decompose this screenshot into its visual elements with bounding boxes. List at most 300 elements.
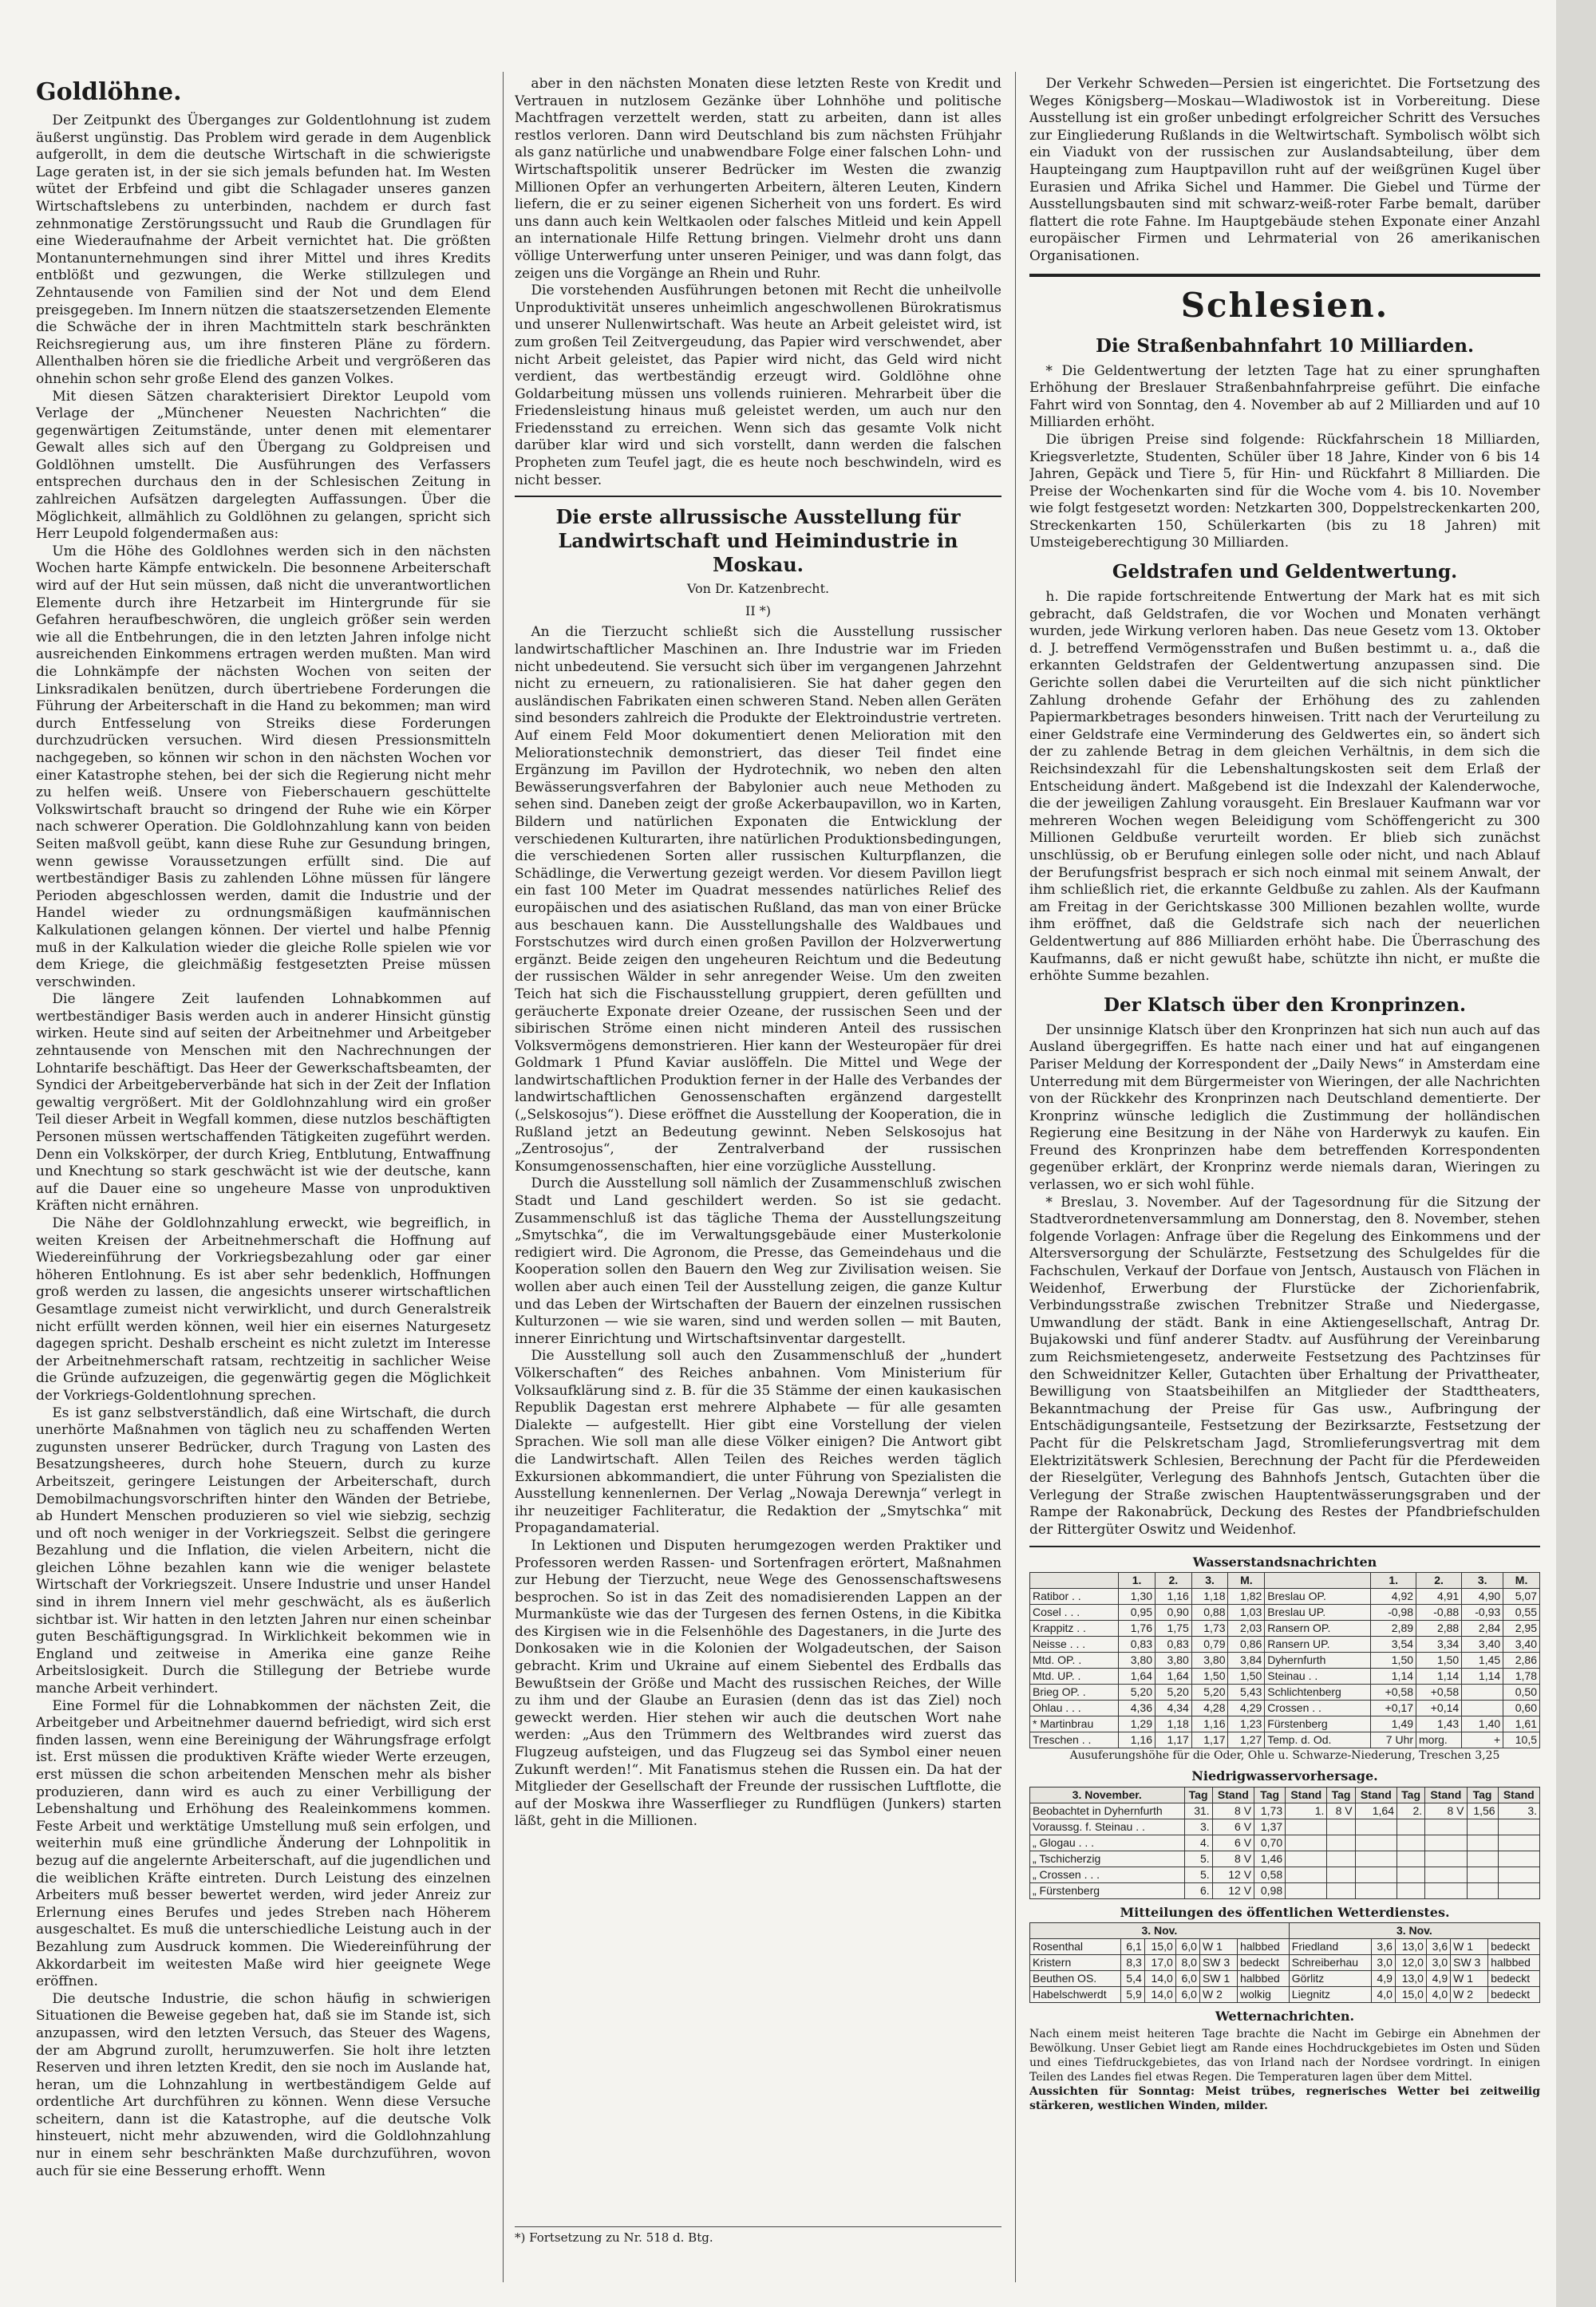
table-cell: 2,84 — [1462, 1621, 1503, 1637]
table-cell: 5,20 — [1119, 1685, 1156, 1701]
table-cell: -0,93 — [1462, 1605, 1503, 1621]
table-cell — [1467, 1851, 1498, 1867]
table-cell: 0,90 — [1155, 1605, 1191, 1621]
table-cell: 1,64 — [1355, 1803, 1396, 1819]
weather-service-title: Mitteilungen des öffentlichen Wetterdienstes. — [1120, 1904, 1450, 1920]
table-cell: + — [1462, 1732, 1503, 1748]
table-row — [1030, 1819, 1540, 1835]
table-header: Stand — [1355, 1787, 1396, 1803]
water-level-table — [1029, 1572, 1540, 1748]
table-cell: 0,79 — [1191, 1637, 1228, 1653]
article-title-strassenbahn: Die Straßenbahnfahrt 10 Milliarden. — [1096, 334, 1474, 357]
table-cell: Ransern UP. — [1265, 1637, 1371, 1653]
table-cell — [1327, 1851, 1355, 1867]
paragraph: Mit diesen Sätzen charakterisiert Direktor Leupold vom Verlage der „Münchener Neuesten Nachrichten“ die gegenwärtigen Zeitumstände, unter denen mit elementarer Gewalt alles sich auf den Übergang zu Goldpreisen und Goldlöhnen umstellt. Die Ausführungen des Verfassers entsprechen durchaus den in der Schlesischen Zeitung in zahlreichen Aufsätzen dargelegten Auffassungen. Über die Möglichkeit, allmählich zu Goldlöhnen zu gelangen, spricht sich Herr Leupold folgendermaßen aus: — [36, 388, 491, 543]
table-cell: +0,58 — [1416, 1685, 1462, 1701]
table-cell: 15,0 — [1144, 1939, 1175, 1955]
table-cell: 3. — [1184, 1819, 1212, 1835]
table-cell: Ransern OP. — [1265, 1621, 1371, 1637]
table-cell: Breslau UP. — [1265, 1605, 1371, 1621]
table-cell: 8,3 — [1120, 1955, 1144, 1971]
table-cell — [1286, 1851, 1327, 1867]
table-cell: 3,40 — [1503, 1637, 1540, 1653]
table-cell: -0,98 — [1371, 1605, 1416, 1621]
table-cell: 1,73 — [1191, 1621, 1228, 1637]
table-header: Stand — [1212, 1787, 1254, 1803]
table-cell: 1,56 — [1467, 1803, 1498, 1819]
table-cell: 1,23 — [1228, 1716, 1265, 1732]
table-cell: halbbed — [1237, 1971, 1289, 1987]
table-cell: 1,43 — [1416, 1716, 1462, 1732]
table-cell: Crossen . . — [1265, 1701, 1371, 1716]
table-header: 3. — [1191, 1573, 1228, 1589]
table-cell: 15,0 — [1395, 1987, 1426, 2003]
table-row — [1030, 1653, 1540, 1669]
table-cell: 0,70 — [1254, 1835, 1286, 1851]
table-cell: „ Tschicherzig — [1030, 1851, 1185, 1867]
table-cell: 4. — [1184, 1835, 1212, 1851]
table-cell: 5,07 — [1503, 1589, 1540, 1605]
paragraph: An die Tierzucht schließt sich die Ausstellung russischer landwirtschaftlicher Maschinen an. Ihre Industrie war im Frieden nicht unbedeutend. Sie versucht sich über im vergangenen Jahrzehnt nicht zu erneuern, zu rationalisieren. Sie hat daher gegen den ausländischen Fabrikaten einen schweren Stand. Neben allen Geräten sind besonders zahlreich die Produkte der Elektroindustrie vertreten. Auf einem Feld Moor dokumentiert denen Melioration mit den Meliorationstechnik demonstriert, das dieser Teil findet eine Ergänzung im Pavillon der Hydrotechnik, wo neben den alten Bewässerungsverfahren der Babylonier auch neue Methoden zu sehen sind. Daneben zeigt der große Ackerbaupavillon, wo in Karten, Bildern und natürlichen Exponaten die Entwicklung der verschiedenen Kulturarten, ihre natürlichen Produktionsbedingungen, die verschiedenen Sorten aller russischen Kulturpflanzen, die Schädlinge, die Verwertung gezeigt werden. Vor diesem Pavillon liegt ein fast 100 Meter im Quadrat messendes natürliches Relief des europäischen und des asiatischen Rußland, das man von einer Brücke aus beschauen kann. Die Ausstellungshalle des Waldbaues und Forstschutzes wird durch einen großen Pavillon der Holzverwertung ergänzt. Beide zeigen den ungeheuren Reichtum und die Bedeutung der russischen Wälder in sehr anregender Weise. Um den zweiten Teich hat sich die Fischausstellung gruppiert, deren gefüllten und geräucherte Exponate dreier Ozeane, der russischen Seen und der sibirischen Ströme einen nicht minderen Anteil des russischen Volksvermögens demonstrieren. Hier kann der Westeuropäer für drei Goldmark 1 Pfund Kaviar auslöffeln. Die Mittel und Wege der landwirtschaftlichen Produktion ferner in der Halle des Verbandes der landwirtschaftlichen Genossenschaften ergänzend dargestellt („Selskosojus“). Diese eröffnet die Ausstellung der Kooperation, die in Rußland jetzt an Bedeutung gewinnt. Neben Selskosojus hat „Zentrosojus“, der Zentralverband der russischen Konsumgenossenschaften, hier eine vorzügliche Ausstellung. — [515, 624, 1001, 1175]
table-cell: Fürstenberg — [1265, 1716, 1371, 1732]
divider — [515, 496, 1001, 497]
table-cell: 2,89 — [1371, 1621, 1416, 1637]
article-title-kronprinz: Der Klatsch über den Kronprinzen. — [1104, 994, 1466, 1016]
table-cell: Friedland — [1289, 1939, 1371, 1955]
section-title-schlesien: Schlesien. — [1180, 285, 1389, 325]
paragraph: Eine Formel für die Lohnabkommen der nächsten Zeit, die Arbeitgeber und Arbeitnehmer dauernd befriedigt, wird sich erst finden lassen, wenn eine Bereinigung der Währungsfrage erfolgt ist. Erst müssen die produktiven Kräfte wieder Werte erzeugen, erst müssen die schon arbeitenden Menschen mehr als bisher produzieren, dann wird es auch zu einer Verbilligung der Lebenshaltung und Erhöhung des Realeinkommens kommen. Feste Arbeit und werktätige Umstellung muß sein erfolgen, und weiterhin muß eine gründliche Änderung der Lohnpolitik in bezug auf die angelernte Arbeiterschaft, auf die jugendlichen und die weiblichen Kräfte eintreten. Durch Leistung des einzelnen Arbeiters muß besser bewertet werden, wird jeder Anreiz zur Erlernung eines Berufes und jedes Streben nach Höherem ausgeschaltet. Es muß die unterschiedliche Leistung auch in der Bezahlung zum Ausdruck kommen. Die Wiedereinführung der Akkordarbeit im weitesten Maße wird hier geeignete Wege eröffnen. — [36, 1697, 491, 1990]
table-cell — [1327, 1819, 1355, 1835]
table-cell — [1462, 1701, 1503, 1716]
table-row — [1030, 1589, 1540, 1605]
table-cell: 1,16 — [1155, 1589, 1191, 1605]
table-cell: 1,29 — [1119, 1716, 1156, 1732]
table-cell — [1286, 1882, 1327, 1898]
table-cell: 4,36 — [1119, 1701, 1156, 1716]
table-cell: W 1 — [1199, 1939, 1237, 1955]
table-cell: bedeckt — [1488, 1971, 1540, 1987]
table-header: 3. November. — [1030, 1787, 1185, 1803]
table-row — [1030, 1605, 1540, 1621]
table-cell: 6 V — [1212, 1835, 1254, 1851]
table-cell: 1,49 — [1371, 1716, 1416, 1732]
table-cell: Schreiberhau — [1289, 1955, 1371, 1971]
forecast-table — [1029, 1787, 1540, 1899]
table-cell: +0,17 — [1371, 1701, 1416, 1716]
table-cell: 13,0 — [1395, 1971, 1426, 1987]
table-cell: 1,76 — [1119, 1621, 1156, 1637]
table-cell: 1. — [1286, 1803, 1327, 1819]
table-cell: SW 3 — [1451, 1955, 1488, 1971]
column-rule — [503, 72, 504, 2282]
table-cell: Mtd. OP. . — [1030, 1653, 1119, 1669]
table-header — [1030, 1573, 1119, 1589]
table-cell: 0,95 — [1119, 1605, 1156, 1621]
table-cell: 1,73 — [1254, 1803, 1286, 1819]
table-cell: 6,0 — [1175, 1987, 1199, 2003]
table-cell: 2,95 — [1503, 1621, 1540, 1637]
table-cell: 6 V — [1212, 1819, 1254, 1835]
table-cell: 1,16 — [1119, 1732, 1156, 1748]
table-cell: 8,0 — [1175, 1955, 1199, 1971]
paragraph: In Lektionen und Disputen herumgezogen werden Praktiker und Professoren werden Rassen- und Sortenfragen erörtert, Maßnahmen zur Hebung der Tierzucht, neue Wege des Genossenschaftswesens besprochen. So ist in das Zeit des nomadisierenden Lappen an der Murmanküste wie das der Turgesen des fernen Ostens, in die Kibitka des Kirgisen wie in die Felsenhöhle des Dagestaners, in die Jurte des Donkosaken wie in die Kolonien der Wolgadeutschen, der Saison gebracht. Krim und Ukraine auf einem Siebentel des Erdballs das Bewußtsein der Größe und Macht des russischen Reiches, der Wille zu ihm und der Glaube an Eurasien (denn das ist das Ziel) noch geweckt werden. Hier stehen wir auch die deutschen Wort nahe werden: „Aus den Trümmern des Weltbrandes wird zuerst das Flugzeug aufsteigen, und das Flugzeug sei das Symbol einer neuen Zukunft werden!“. Mit Fanatismus stehen die Russen ein. Da hat der Mitglieder der Gesellschaft der Freunde der russischen Luftflotte, die auf der Moskwa ihre Wasserflieger zu Rundflügen (Junkers) starten läßt, geht in die Millionen. — [515, 1537, 1001, 1830]
table-cell — [1425, 1851, 1467, 1867]
table-cell: bedeckt — [1237, 1955, 1289, 1971]
table-row — [1030, 1701, 1540, 1716]
table-cell: Brieg OP. . — [1030, 1685, 1119, 1701]
table-cell: 4,0 — [1371, 1987, 1395, 2003]
table-cell: 12 V — [1212, 1882, 1254, 1898]
table-cell: bedeckt — [1488, 1939, 1540, 1955]
table-header: M. — [1503, 1573, 1540, 1589]
table-cell: 5,20 — [1155, 1685, 1191, 1701]
table-cell: halbbed — [1237, 1939, 1289, 1955]
table-cell: 17,0 — [1144, 1955, 1175, 1971]
table-cell: +0,14 — [1416, 1701, 1462, 1716]
table-cell: Ohlau . . . — [1030, 1701, 1119, 1716]
table-cell: 3,40 — [1462, 1637, 1503, 1653]
table-cell: Temp. d. Od. — [1265, 1732, 1371, 1748]
table-cell — [1425, 1882, 1467, 1898]
table-cell: 1,75 — [1155, 1621, 1191, 1637]
paragraph: Der Zeitpunkt des Überganges zur Goldentlohnung ist zudem äußerst ungünstig. Das Problem wird gerade in dem Augenblick aufgerollt, in dem die deutsche Wirtschaft in die schwierigste Lage geraten ist, in der sie sich jemals befunden hat. Im Westen wütet der Erbfeind und gibt die Schlagader unseres ganzen Wirtschaftslebens zu unterbinden, nachdem er durch fast zehnmonatige Zerstörungssucht und Raub die Grundlagen für eine Wiederaufnahme der Arbeit vernichtet hat. Die größten Montanunternehmungen sind ihrer Mittel und ihres Kredits entblößt und gezwungen, die Werke stillzulegen und Zehntausende von Familien sind der Not und dem Elend preisgegeben. Im Innern nützen die staatszersetzenden Elemente die Schwäche der in ihren Machtmitteln stark beschränkten Reichsregierung aus, um ihre finsteren Pläne zu fördern. Allenthalben hören sie die friedliche Arbeit und vergrößeren das ohnehin schon sehr große Elend des ganzen Volkes. — [36, 113, 491, 387]
paragraph: aber in den nächsten Monaten diese letzten Reste von Kredit und Vertrauen in nutzlosem Gezänke über Lohnhöhe und politische Machtfragen verzettelt werden, statt zu arbeiten, dann ist alles restlos verloren. Dann wird Deutschland bis zum nächsten Frühjahr als ganz natürliche und unabwendbare Folge einer falschen Lohn- und Wirtschaftspolitik unserer Bedrücker im Westen die zwanzig Millionen Opfer an verhungerten Arbeitern, älteren Leuten, Kindern liefern, die er zu seiner eigenen Sicherheit von uns fordert. Es wird uns dann auch kein Weltkaolen oder falsches Mitleid und kein Appell an internationale Hilfe Rettung bringen. Vielmehr droht uns dann völlige Unterwerfung unter unseren Peiniger, und was dann folgt, das zeigen uns die Vorgänge an Rhein und Ruhr. — [515, 76, 1001, 282]
table-cell — [1396, 1851, 1424, 1867]
table-row — [1030, 1835, 1540, 1851]
table-row — [1030, 1939, 1540, 1955]
table-cell: Krappitz . . — [1030, 1621, 1119, 1637]
table-header: 3. — [1462, 1573, 1503, 1589]
article-title-ausstellung: Die erste allrussische Ausstellung für Landwirtschaft und Heimindustrie in Moskau. — [555, 505, 961, 577]
table-cell: 0,98 — [1254, 1882, 1286, 1898]
right-edge-strip — [1556, 0, 1596, 2307]
weather-date-right: 3. Nov. — [1289, 1923, 1539, 1939]
table-cell — [1355, 1867, 1396, 1882]
byline: Von Dr. Katzenbrecht. — [686, 581, 830, 597]
table-cell: W 1 — [1451, 1939, 1488, 1955]
table-row — [1030, 1882, 1540, 1898]
table-cell — [1355, 1819, 1396, 1835]
table-cell: 5. — [1184, 1851, 1212, 1867]
table-cell: 4,90 — [1462, 1589, 1503, 1605]
table-cell: Rosenthal — [1030, 1939, 1121, 1955]
table-cell: 1,37 — [1254, 1819, 1286, 1835]
weather-table — [1029, 1922, 1540, 2003]
table-cell — [1355, 1835, 1396, 1851]
table-cell: halbbed — [1488, 1955, 1540, 1971]
table-cell: 8 V — [1327, 1803, 1355, 1819]
table-cell: Görlitz — [1289, 1971, 1371, 1987]
table-row — [1030, 1955, 1540, 1971]
table-cell: 4,0 — [1426, 1987, 1450, 2003]
column-rule — [1015, 72, 1016, 2282]
table-cell: 1,27 — [1228, 1732, 1265, 1748]
water-level-footer: Ausuferungshöhe für die Oder, Ohle u. Schwarze-Niederung, Treschen 3,25 — [1069, 1749, 1500, 1763]
table-cell — [1286, 1819, 1327, 1835]
table-row — [1030, 1716, 1540, 1732]
table-cell: SW 1 — [1199, 1971, 1237, 1987]
table-cell: 14,0 — [1144, 1971, 1175, 1987]
table-header — [1265, 1573, 1371, 1589]
table-cell: 5,4 — [1120, 1971, 1144, 1987]
table-row — [1030, 1803, 1540, 1819]
table-cell — [1467, 1819, 1498, 1835]
table-cell — [1462, 1685, 1503, 1701]
table-cell: Habelschwerdt — [1030, 1987, 1121, 2003]
table-cell: Beuthen OS. — [1030, 1971, 1121, 1987]
table-cell: 12,0 — [1395, 1955, 1426, 1971]
table-cell: Beobachtet in Dyhernfurth — [1030, 1803, 1185, 1819]
table-cell: 3,0 — [1426, 1955, 1450, 1971]
table-header: Stand — [1286, 1787, 1327, 1803]
paragraph: Die übrigen Preise sind folgende: Rückfahrschein 18 Milliarden, Kriegsverletzte, Studenten, Schüler über 18 Jahre, Kinder von 6 bis 14 Jahren, Gepäck und Tiere 5, für Hin- und Rückfahrt 8 Milliarden. Die Preise der Wochenkarten sind für die Woche vom 4. bis 10. November wie folgt festgesetzt worden: Netzkarten 300, Doppelstreckenkarten 200, Streckenkarten 150, Schülerkarten (bis zu 18 Jahren) mit Umsteigeberechtigung 30 Milliarden. — [1029, 431, 1540, 551]
table-cell: 0,58 — [1254, 1867, 1286, 1882]
table-cell: Dyhernfurth — [1265, 1653, 1371, 1669]
table-cell: W 1 — [1451, 1971, 1488, 1987]
table-cell: 1,30 — [1119, 1589, 1156, 1605]
table-cell — [1396, 1867, 1424, 1882]
table-cell: 0,83 — [1119, 1637, 1156, 1653]
article-title-geldstrafen: Geldstrafen und Geldentwertung. — [1112, 561, 1458, 583]
table-cell: 3,80 — [1155, 1653, 1191, 1669]
table-header: 2. — [1416, 1573, 1462, 1589]
table-header: 1. — [1119, 1573, 1156, 1589]
table-cell: bedeckt — [1488, 1987, 1540, 2003]
table-row — [1030, 1867, 1540, 1882]
table-header: Tag — [1254, 1787, 1286, 1803]
table-cell — [1327, 1835, 1355, 1851]
table-cell: 4,34 — [1155, 1701, 1191, 1716]
table-cell: 4,9 — [1426, 1971, 1450, 1987]
table-cell: 7 Uhr — [1371, 1732, 1416, 1748]
table-cell: 3,54 — [1371, 1637, 1416, 1653]
table-cell: 1,14 — [1462, 1669, 1503, 1685]
table-cell: „ Fürstenberg — [1030, 1882, 1185, 1898]
headline-goldloehne: Goldlöhne. — [36, 78, 182, 106]
table-cell: W 2 — [1451, 1987, 1488, 2003]
table-cell — [1286, 1867, 1327, 1882]
table-cell: 1,50 — [1416, 1653, 1462, 1669]
weather-news-text: Nach einem meist heiteren Tage brachte die Nacht im Gebirge ein Abnehmen der Bewölkung. Unser Gebiet liegt am Rande eines Hochdruckgebietes im Osten und Süden und eines Tiefdruckgebietes, das von Irland nach der Nordsee vordringt. In einigen Teilen des Landes fiel etwas Regen. Die Temperaturen lagen über dem Mittel. — [1029, 2027, 1540, 2084]
table-cell: 3,6 — [1371, 1939, 1395, 1955]
table-cell: 1,64 — [1155, 1669, 1191, 1685]
table-cell: 1,64 — [1119, 1669, 1156, 1685]
column-goldloehne — [36, 76, 491, 2278]
table-cell: 1,17 — [1191, 1732, 1228, 1748]
table-cell: 1,50 — [1191, 1669, 1228, 1685]
table-header: M. — [1228, 1573, 1265, 1589]
table-cell: 1,17 — [1155, 1732, 1191, 1748]
paragraph: Die vorstehenden Ausführungen betonen mit Recht die unheilvolle Unproduktivität unseres unheimlich angeschwollenen Bürokratismus und unserer Nullenwirtschaft. Was heute an Arbeit geleistet wird, ist zum großen Teil Zeitvergeudung, das Papier wird verschwendet, aber nicht Arbeit geleistet, das Papier wird nicht, das Geld wird nicht verdient, das wertbeständig erzeugt wird. Goldlöhne ohne Goldarbeitung müssen uns vollends ruinieren. Mehrarbeit über die Friedensleistung hinaus muß geleistet werden, um auch nur den Friedensstand zu erreichen. Wenn sich das gesamte Volk nicht darüber klar wird und sich vorstellt, dann werden die falschen Propheten zum Teufel jagt, die es heute noch beschwindeln, wird es nicht besser. — [515, 282, 1001, 488]
table-cell: Schlichtenberg — [1265, 1685, 1371, 1701]
weather-news-title: Wetternachrichten. — [1215, 2009, 1355, 2025]
paragraph: Es ist ganz selbstverständlich, daß eine Wirtschaft, die durch unerhörte Maßnahmen von täglich neu zu schaffenden Werten zugunsten unserer Bedrücker, durch Tragung von Lasten des Besatzungsheeres, durch hohe Steuern, durch zu kurze Arbeitszeit, geringere Leistungen der Arbeiterschaft, durch Demobilmachungsvorschriften hinter den Wänden der Betriebe, ab Hundert Menschen produzieren so viel wie siebzig, sechzig und oft noch weniger in der Vorkriegszeit. Selbst die geringere Bezahlung und die Inflation, die vielen Arbeitern, nicht die gleichen Löhne bezahlen kann wie die weniger belastete Wirtschaft der Vorkriegszeit. Unsere Industrie und unser Handel sind in ihrem Innern viel mehr geschwächt, als es äußerlich sichtbar ist. Wir hatten in den letzten Jahren nur einen scheinbar guten Beschäftigungsgrad. In Wirklichkeit bekommen wie in England und zeitweise in Amerika eine ganze Reihe Arbeitslosigkeit. Durch die Stillegung der Betriebe wurde manche Arbeit verhindert. — [36, 1404, 491, 1697]
table-header: Tag — [1184, 1787, 1212, 1803]
table-cell: Cosel . . . — [1030, 1605, 1119, 1621]
table-cell: Voraussg. f. Steinau . . — [1030, 1819, 1185, 1835]
table-row — [1030, 1685, 1540, 1701]
table-cell: Liegnitz — [1289, 1987, 1371, 2003]
table-cell — [1498, 1882, 1539, 1898]
table-cell: 13,0 — [1395, 1939, 1426, 1955]
footnote: *) Fortsetzung zu Nr. 518 d. Btg. — [515, 2226, 1001, 2245]
table-row — [1030, 1987, 1540, 2003]
divider — [1029, 274, 1540, 277]
table-cell: 3,0 — [1371, 1955, 1395, 1971]
table-cell: 4,9 — [1371, 1971, 1395, 1987]
column-ausstellung — [515, 76, 1001, 2214]
table-cell: 8 V — [1425, 1803, 1467, 1819]
table-cell — [1467, 1882, 1498, 1898]
table-row — [1030, 1637, 1540, 1653]
table-header: 2. — [1155, 1573, 1191, 1589]
table-cell: 3,80 — [1191, 1653, 1228, 1669]
table-cell: 3. — [1498, 1803, 1539, 1819]
table-cell: morg. — [1416, 1732, 1462, 1748]
column-schlesien — [1029, 76, 1540, 2278]
table-cell: 4,91 — [1416, 1589, 1462, 1605]
table-cell — [1355, 1851, 1396, 1867]
paragraph: Durch die Ausstellung soll nämlich der Zusammenschluß zwischen Stadt und Land geschildert werden. So ist sie gedacht. Zusammenschluß ist das tägliche Thema der Ausstellungszeitung „Smytschka“, die im Verwaltungsgebäude einer Musterkolonie redigiert wird. Die Agronom, die Presse, das Gemeindehaus und die Kooperation sollen den Bauern den Weg zur Zivilisation weisen. Sie wollen aber auch einen Teil der Ausstellung zeigen, die ganze Kultur und das Leben der Wirtschaften der Bauern der einzelnen russischen Kulturzonen — wie sie waren, sind und werden sollen — mit Bauten, innerer Einrichtung und Wirtschaftsinventar dargestellt. — [515, 1175, 1001, 1347]
table-cell: 1,14 — [1371, 1669, 1416, 1685]
table-cell: W 2 — [1199, 1987, 1237, 2003]
table-cell: Kristern — [1030, 1955, 1121, 1971]
table-cell: 1,46 — [1254, 1851, 1286, 1867]
table-cell — [1425, 1867, 1467, 1882]
table-cell: 1,16 — [1191, 1716, 1228, 1732]
table-cell: 1,18 — [1155, 1716, 1191, 1732]
table-cell: „ Glogau . . . — [1030, 1835, 1185, 1851]
table-cell — [1425, 1835, 1467, 1851]
table-cell: 3,80 — [1119, 1653, 1156, 1669]
table-cell — [1498, 1851, 1539, 1867]
table-cell: +0,58 — [1371, 1685, 1416, 1701]
table-cell: 3,84 — [1228, 1653, 1265, 1669]
paragraph: Um die Höhe des Goldlohnes werden sich in den nächsten Wochen harte Kämpfe entwickeln. Die besonnene Arbeiterschaft wird auf der Hut sein müssen, daß nicht die unverantwortlichen Elemente durch ihre Hetzarbeit im Hintergrunde für sie Gefahren heraufbeschwören, die ungleich größer sein werden wie all die Entbehrungen, die in den letzten Jahren infolge nicht ausreichenden Einkommens ertragen werden mußten. Man wird die Lohnkämpfe der nächsten Wochen von seiten der Linksradikalen benützen, durch übertriebene Forderungen die Führung der Arbeiterschaft in die Hand zu bekommen; man wird durch Entfesselung von Streiks diese Forderungen durchzudrücken versuchen. Wird diesen Pressionsmitteln nachgegeben, so können wir schon in den nächsten Wochen vor einer Katastrophe stehen, bei der sich die Regierung nicht mehr zu helfen weiß. Unsere von Fieberschauern geschüttelte Volkswirtschaft braucht so dringend der Ruhe wie ein Körper nach schwerer Operation. Die Goldlohnzahlung kann von beiden Seiten maßvoll geübt, kann diese Ruhe zur Gesundung bringen, wenn gewisse Voraussetzungen erfüllt sind. Die auf wertbeständiger Basis zu zahlenden Löhne müssen für längere Perioden abgeschlossen werden, damit die Industrie und der Handel wieder zu ordnungsmäßigen kaufmännischen Kalkulationen gelangen können. Der viertel und halbe Pfennig muß in der Kalkulation wieder die gleiche Rolle spielen wie vor dem Kriege, die gleichmäßig festgesetzten Preise müssen verschwinden. — [36, 543, 491, 990]
table-cell: 4,28 — [1191, 1701, 1228, 1716]
table-row — [1030, 1732, 1540, 1748]
paragraph: * Breslau, 3. November. Auf der Tagesordnung für die Sitzung der Stadtverordnetenversammlung am Donnerstag, den 8. November, stehen folgende Vorlagen: Anfrage über die Regelung des Einkommens und der Altersversorgung der Schulärzte, Festsetzung des Schulgeldes für die Fachschulen, Verkauf der Dorfaue von Jentsch, Austausch von Flächen in Weidenhof, Erwerbung der Flurstücke der Zichorienfabrik, Verbindungsstraße zwischen Trebnitzer Straße und Niedergasse, Umwandlung der städt. Bank in eine Aktiengesellschaft, Antrag Dr. Bujakowski und fünf anderer Stadtv. auf Ausführung der Vereinbarung zum Reichsmietengesetz, anderweite Festsetzung des Pachtzinses für den Schweidnitzer Keller, Gutachten über Erhaltung der Privattheater, Bewilligung von Staatsbeihilfen an Mitglieder der Stadttheaters, Bekanntmachung der Preise für Gas usw., Aufbringung der Entschädigungsanteile, Festsetzung der Bezirksarzte, Festsetzung der Pacht für die Pelskretscham Jagd, Stromlieferungsvertrag mit dem Elektrizitätswerk Schlesien, Berechnung der Pacht für die Pferdeweiden der Rieselgüter, Verlegung des Bahnhofs Jentsch, Gutachten über die Verlegung der Straße zwischen Hauptentwässerungsgraben und der Rampe der Rakonabrück, Deckung des Restes der Pfandbriefschulden der Rittergüter Oswitz und Weidenhof. — [1029, 1194, 1540, 1538]
table-cell: 1,61 — [1503, 1716, 1540, 1732]
table-cell: 14,0 — [1144, 1987, 1175, 2003]
table-cell: 1,03 — [1228, 1605, 1265, 1621]
table-cell: 31. — [1184, 1803, 1212, 1819]
table-cell — [1467, 1867, 1498, 1882]
table-cell: 2. — [1396, 1803, 1424, 1819]
table-cell: 1,82 — [1228, 1589, 1265, 1605]
table-header: Tag — [1327, 1787, 1355, 1803]
table-header: 1. — [1371, 1573, 1416, 1589]
table-cell: 2,03 — [1228, 1621, 1265, 1637]
table-cell: Treschen . . — [1030, 1732, 1119, 1748]
table-cell: 1,50 — [1371, 1653, 1416, 1669]
table-row — [1030, 1621, 1540, 1637]
table-cell: 1,14 — [1416, 1669, 1462, 1685]
table-header: Stand — [1498, 1787, 1539, 1803]
table-cell — [1396, 1819, 1424, 1835]
table-cell: 5,20 — [1191, 1685, 1228, 1701]
table-cell: 0,88 — [1191, 1605, 1228, 1621]
table-cell: -0,88 — [1416, 1605, 1462, 1621]
table-cell: Breslau OP. — [1265, 1589, 1371, 1605]
table-cell: 0,86 — [1228, 1637, 1265, 1653]
weather-outlook: Aussichten für Sonntag: Meist trübes, regnerisches Wetter bei zeitweilig stärkeren, westlichen Winden, milder. — [1029, 2084, 1540, 2112]
paragraph: Die Nähe der Goldlohnzahlung erweckt, wie begreiflich, in weiten Kreisen der Arbeitnehmerschaft die Hoffnung auf Wiedereinführung der Vorkriegsbezahlung oder gar einer höheren Entlohnung. Es ist aber sehr bedenklich, Hoffnungen groß werden zu lassen, die angesichts unserer wirtschaftlichen Gesamtlage zumeist nicht verwirklicht, und durch Generalstreik nicht erfüllt werden können, weil hier ein eisernes Naturgesetz dagegen spricht. Deshalb erscheint es nicht zuletzt im Interesse der Arbeitnehmerschaft ratsam, rechtzeitig in sachlicher Weise die Gründe aufzuzeigen, die gegenwärtig gegen die Möglichkeit der Vorkriegs-Goldentlohnung sprechen. — [36, 1215, 491, 1404]
table-cell: wolkig — [1237, 1987, 1289, 2003]
table-cell: 0,83 — [1155, 1637, 1191, 1653]
part-number: II *) — [745, 602, 771, 618]
table-cell: 0,60 — [1503, 1701, 1540, 1716]
table-cell: 8 V — [1212, 1803, 1254, 1819]
paragraph: Der unsinnige Klatsch über den Kronprinzen hat sich nun auch auf das Ausland übergegriffen. Es hatte nach einer und hat auf eingangenen Pariser Meldung der Korrespondent der „Daily News“ in Amsterdam eine Unterredung mit dem Bürgermeister von Wieringen, der alle Nachrichten von der Rückkehr des Kronprinzen nach Deutschland dementierte. Der Kronprinz wünsche lediglich die Zustimmung der holländischen Regierung eine Besitzung in der Nähe von Harderwyk zu kaufen. Ein Freund des Kronprinzen habe dem betreffenden Korrespondenten gegenüber erklärt, der Kronprinz werde niemals daran, Wieringen zu verlassen, wo er sich wohl fühle. — [1029, 1021, 1540, 1194]
paragraph: * Die Geldentwertung der letzten Tage hat zu einer sprunghaften Erhöhung der Breslauer Straßenbahnfahrpreise geführt. Die einfache Fahrt wird von Sonntag, den 4. November ab auf 2 Milliarden und auf 10 Milliarden erhöht. — [1029, 362, 1540, 431]
table-cell: 6. — [1184, 1882, 1212, 1898]
table-cell — [1498, 1835, 1539, 1851]
weather-date-left: 3. Nov. — [1030, 1923, 1290, 1939]
table-cell: 8 V — [1212, 1851, 1254, 1867]
table-cell: 10,5 — [1503, 1732, 1540, 1748]
table-cell: 1,45 — [1462, 1653, 1503, 1669]
table-cell — [1498, 1867, 1539, 1882]
table-cell: 5,43 — [1228, 1685, 1265, 1701]
table-cell: 4,92 — [1371, 1589, 1416, 1605]
table-cell: 2,86 — [1503, 1653, 1540, 1669]
table-cell — [1425, 1819, 1467, 1835]
table-cell: 1,78 — [1503, 1669, 1540, 1685]
divider — [1029, 1546, 1540, 1547]
table-cell: * Martinbrau — [1030, 1716, 1119, 1732]
table-cell: 0,55 — [1503, 1605, 1540, 1621]
table-cell: 3,34 — [1416, 1637, 1462, 1653]
table-cell: Neisse . . . — [1030, 1637, 1119, 1653]
paragraph: Die deutsche Industrie, die schon häufig in schwierigen Situationen die Beweise gegeben hat, daß sie im Stande ist, sich anzupassen, wird den letzten Versuch, das Steuer des Wagens, der am Abgrund zurollt, herumzuwerfen. Sie holt ihre letzten Reserven und ihren letzten Kredit, den sie noch im Auslande hat, heran, um die Lohnzahlung in wertbeständigem Gelde auf ordentliche Art durchführen zu können. Wenn diese Versuche scheitern, dann ist die Katastrophe, auf die deutsche Volk hinsteuert, nicht mehr abzuwenden, wird die Goldlohnzahlung nur in einem sehr beschränkten Maße durchzuführen, wovon auch für sie eine Besserung erhofft. Wenn — [36, 1990, 491, 2179]
table-cell — [1467, 1835, 1498, 1851]
table-row — [1030, 1851, 1540, 1867]
table-cell: 1,18 — [1191, 1589, 1228, 1605]
paragraph: h. Die rapide fortschreitende Entwertung der Mark hat es mit sich gebracht, daß Geldstrafen, die vor Wochen und Monaten verhängt wurden, jede Wirkung verloren haben. Das neue Gesetz vom 13. Oktober d. J. betreffend Vermögensstrafen und Bußen bestimmt u. a., daß die erkannten Geldstrafen der Geldentwertung anzupassen sind. Die Gerichte sollen dabei die Verurteilten auf die sich nicht pünktlicher Zahlung drohende Gefahr der Erhöhung des zu zahlenden Papiermarkbetrages besonders hinweisen. Tritt nach der Verurteilung zu einer Geldstrafe eine Verminderung des Geldwertes ein, so ändert sich der zu zahlende Betrag in dem gleichen Verhältnis, in dem sich die Reichsindexzahl für die Lebenshaltungskosten seit dem Erlaß der Entscheidung ändert. Maßgebend ist die Indexzahl der Kalenderwoche, die der jeweiligen Zahlung vorausgeht. Ein Breslauer Kaufmann war vor mehreren Wochen wegen Beleidigung vom Schöffengericht zu 300 Millionen Geldbuße verurteilt worden. Er blieb sich zunächst unschlüssig, ob er Berufung einlegen solle oder nicht, und nach Ablauf der Berufungsfrist besprach er sich noch einmal mit seinem Anwalt, der ihm schließlich riet, die erkannte Geldbuße zu zahlen. Als der Kaufmann am Freitag in der Gerichtskasse 300 Millionen bezahlen wollte, wurde ihm eröffnet, daß die Geldstrafe sich nach der neuerlichen Geldentwertung auf 886 Milliarden erhöht habe. Die Überraschung des Kaufmanns, daß er nicht gewußt habe, schützte ihn nicht, er mußte die erhöhte Summe bezahlen. — [1029, 589, 1540, 985]
table-cell — [1327, 1867, 1355, 1882]
table-cell: 4,29 — [1228, 1701, 1265, 1716]
table-header: Stand — [1425, 1787, 1467, 1803]
table-header: Tag — [1467, 1787, 1498, 1803]
table-row — [1030, 1669, 1540, 1685]
table-cell: Steinau . . — [1265, 1669, 1371, 1685]
table-cell: 6,1 — [1120, 1939, 1144, 1955]
table-cell: SW 3 — [1199, 1955, 1237, 1971]
table-cell — [1355, 1882, 1396, 1898]
table-cell: 0,50 — [1503, 1685, 1540, 1701]
table-cell: 5,9 — [1120, 1987, 1144, 2003]
table-cell — [1286, 1835, 1327, 1851]
table-cell: 5. — [1184, 1867, 1212, 1882]
paragraph: Der Verkehr Schweden—Persien ist eingerichtet. Die Fortsetzung des Weges Königsberg—Moskau—Wladiwostok ist in Vorbereitung. Diese Ausstellung ist ein großer unbedingt erfolgreicher Schritt des Versuches zur Eingliederung Rußlands in die Weltwirtschaft. Symbolisch wölbt sich ein Viadukt von der russischen zur Auslandsabteilung, über dem Haupteingang zum Hauptpavillon ruht auf der weißgrünen Kugel über Eurasien und Afrika Sichel und Hammer. Die Giebel und Türme der Ausstellungsbauten sind mit schwarz-weiß-roter Farbe bemalt, darüber flattert die rote Fahne. Im Hauptgebäude stehen Exponate einer Anzahl europäischer Firmen und Lehrmaterial von 26 amerikanischen Organisationen. — [1029, 76, 1540, 264]
table-cell: 6,0 — [1175, 1971, 1199, 1987]
water-level-title: Wasserstandsnachrichten — [1192, 1554, 1377, 1570]
table-cell — [1396, 1882, 1424, 1898]
forecast-title: Niedrigwasservorhersage. — [1191, 1768, 1378, 1784]
table-header: Tag — [1396, 1787, 1424, 1803]
table-cell — [1327, 1882, 1355, 1898]
paragraph: Die Ausstellung soll auch den Zusammenschluß der „hundert Völkerschaften“ des Reiches anbahnen. Vom Ministerium für Volksaufklärung sind z. B. für die 35 Stämme der einen kaukasischen Republik Dagestan erst mehrere Alphabete — für alle gesamten Dialekte — aufgestellt. Hier gibt eine Vorstellung der vielen Sprachen. Wie soll man alle diese Völker einigen? Die Antwort gibt die Landwirtschaft. Allen Teilen des Reiches werden täglich Exkursionen abkommandiert, die unter Führung von Spezialisten die Ausstellung kennenlernen. Der Verlag „Nowaja Derewnja“ verlegt in ihr neuzeitiger Fachliteratur, die Redaktion der „Smytschka“ mit Propagandamaterial. — [515, 1348, 1001, 1537]
table-cell — [1396, 1835, 1424, 1851]
table-cell: 2,88 — [1416, 1621, 1462, 1637]
table-cell: 3,6 — [1426, 1939, 1450, 1955]
table-cell: Ratibor . . — [1030, 1589, 1119, 1605]
table-row — [1030, 1971, 1540, 1987]
table-cell: 6,0 — [1175, 1939, 1199, 1955]
table-cell: 1,40 — [1462, 1716, 1503, 1732]
paragraph: Die längere Zeit laufenden Lohnabkommen auf wertbeständiger Basis werden auch in anderer Hinsicht günstig wirken. Heute sind auf seiten der Arbeitnehmer und Arbeitgeber zehntausende von Menschen mit den Nachrechnungen der Lohntarife beschäftigt. Das Heer der Gewerkschaftsbeamten, der Syndici der Arbeitgeberverbände hat sich in der Zeit der Inflation gewaltig vergrößert. Mit der Goldlohnzahlung wird ein großer Teil dieser Arbeit in Wegfall kommen, diese nutzlos beschäftigten Personen müssen wertschaffenden Tätigkeiten zugeführt werden. Denn ein Volkskörper, der durch Krieg, Entblutung, Entwaffnung und Knechtung so stark geschwächt ist wie der deutsche, kann auf die Dauer eine so ungeheure Masse von unproduktiven Kräften nicht ernähren. — [36, 991, 491, 1215]
